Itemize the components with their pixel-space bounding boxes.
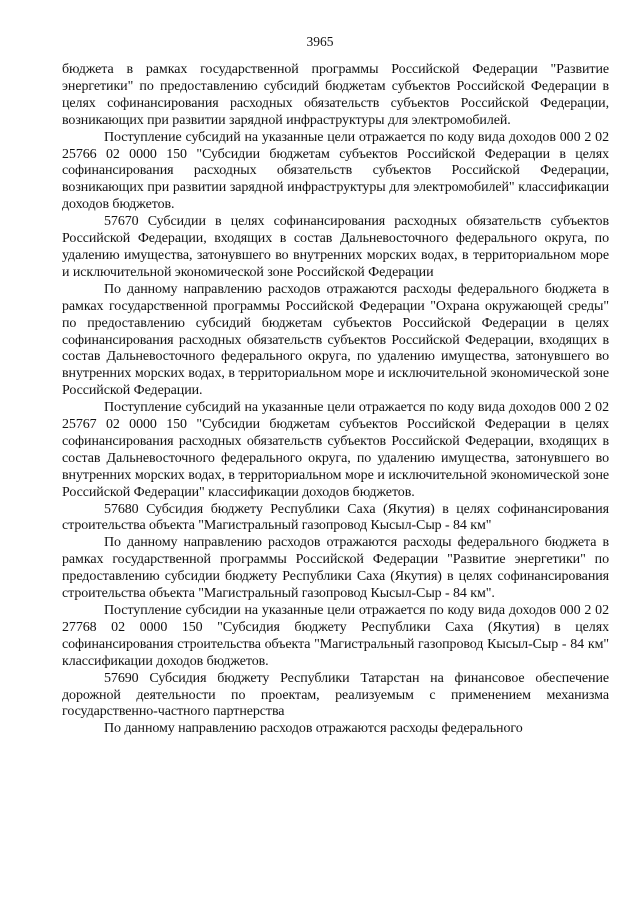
document-body xyxy=(62,62,609,738)
paragraph-expenses-57670: По данному направлению расходов отражаются расходы федерального бюджета в рамках государственной программы Российской Федерации "Охрана окружающей среды" по предоставлению субсидий бюджетам субъектов Российской Федерации в целях софинансирования расходных обязательств субъектов Российской Федерации, входящих в состав Дальневосточного федерального округа, по удалению имущества, затонувшего во внутренних морских водах, в территориальном море и исключительной экономической зоне Российской Федерации. xyxy=(62,281,609,399)
paragraph-expenses-57690: По данному направлению расходов отражаются расходы федерального xyxy=(104,721,523,737)
paragraph-income-code-27768: Поступление субсидии на указанные цели отражается по коду вида доходов 000 2 02 27768 02 0000 150 "Субсидия бюджету Республики Саха (Якутия) в целях софинансирования строительства объекта "Магистральный газопровод Кысыл-Сыр - 84 км" классификации доходов бюджетов. xyxy=(62,603,609,669)
paragraph-heading-57680: 57680 Субсидия бюджету Республики Саха (Якутия) в целях софинансирования строительства объекта "Магистральный газопровод Кысыл-Сыр - 84 км" xyxy=(62,501,609,534)
paragraph-income-code-25766: Поступление субсидий на указанные цели отражается по коду вида доходов 000 2 02 25766 02 0000 150 "Субсидии бюджетам субъектов Российской Федерации в целях софинансирования расходных обязательств субъектов Российской Федерации, возникающих при развитии зарядной инфраструктуры для электромобилей" классификации доходов бюджетов. xyxy=(62,129,609,213)
paragraph-expenses-57680: По данному направлению расходов отражаются расходы федерального бюджета в рамках государственной программы Российской Федерации "Развитие энергетики" по предоставлению субсидии бюджету Республики Саха (Якутия) в целях софинансирования строительства объекта "Магистральный газопровод Кысыл-Сыр - 84 км". xyxy=(62,535,609,602)
paragraph-heading-57690: 57690 Субсидия бюджету Республики Татарстан на финансовое обеспечение дорожной деятельности по проектам, реализуемым с применением механизма государственно-частного партнерства xyxy=(62,670,609,720)
paragraph-income-code-25767: Поступление субсидий на указанные цели отражается по коду вида доходов 000 2 02 25767 02 0000 150 "Субсидии бюджетам субъектов Российской Федерации в целях софинансирования расходных обязательств субъектов Российской Федерации, входящих в состав Дальневосточного федерального округа, по удалению имущества, затонувшего во внутренних морских водах, в территориальном море и исключительной экономической зоне Российской Федерации" классификации доходов бюджетов. xyxy=(62,400,609,500)
paragraph-heading-57670: 57670 Субсидии в целях софинансирования расходных обязательств субъектов Российской Федерации, входящих в состав Дальневосточного федерального округа, по удалению имущества, затонувшего во внутренних морских водах, в территориальном море и исключительной экономической зоне Российской Федерации xyxy=(62,214,609,280)
paragraph-continuation: бюджета в рамках государственной программы Российской Федерации "Развитие энергетики" по предоставлению субсидий бюджетам субъектов Российской Федерации в целях софинансирования расходных обязательств субъектов Российской Федерации, возникающих при развитии зарядной инфраструктуры для электромобилей. xyxy=(62,62,609,128)
page-number: 3965 xyxy=(306,34,334,49)
